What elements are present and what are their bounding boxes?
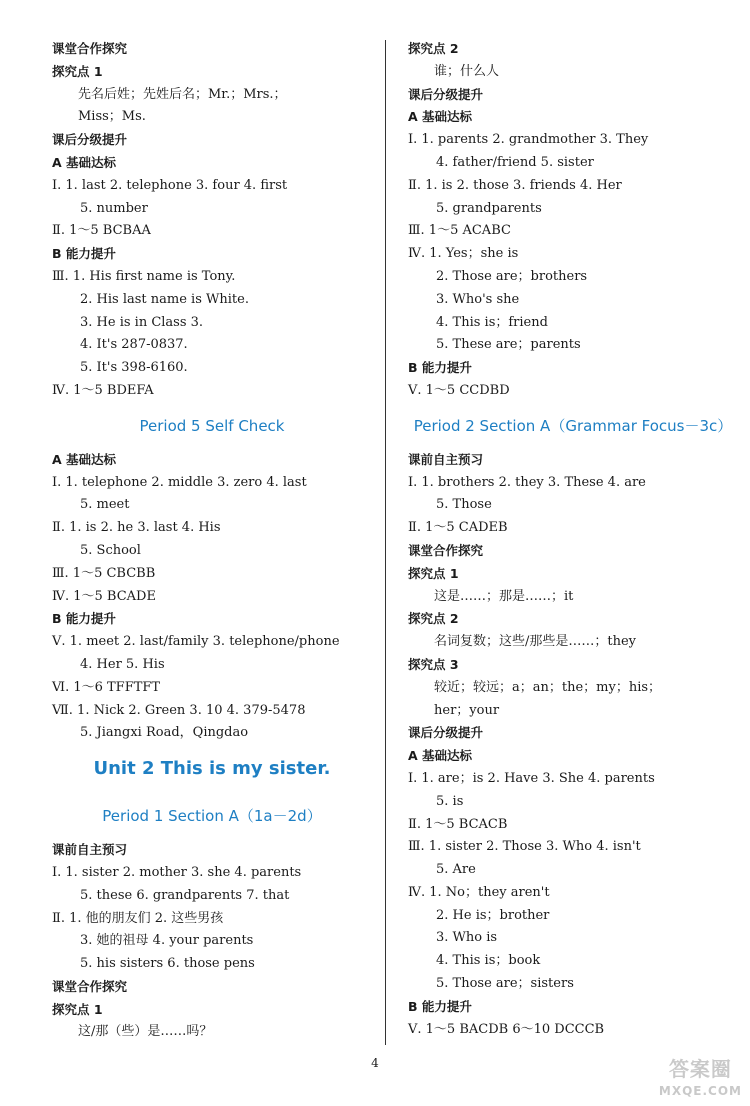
answer-line: Ⅳ. 1～5 BCADE: [52, 588, 156, 604]
answer-line: 2. Those are；brothers: [436, 268, 588, 284]
subsection-heading: 探究点 1: [52, 63, 103, 79]
period-heading: Period 2 Section A（Grammar Focus－3c）: [413, 416, 733, 435]
answer-line: Ⅴ. 1～5 BACDB 6～10 DCCCB: [408, 1021, 605, 1037]
subsection-heading: 探究点 3: [408, 656, 459, 672]
subsection-heading: B 能力提升: [408, 998, 472, 1014]
subsection-heading: A 基础达标: [408, 109, 473, 125]
answer-line: Ⅱ. 1～5 BCBAA: [52, 223, 151, 239]
answer-line: 5. his sisters 6. those pens: [80, 956, 255, 972]
subsection-heading: B 能力提升: [408, 360, 472, 376]
answer-line: Ⅲ. 1～5 CBCBB: [52, 565, 156, 581]
answer-line: 3. Who's she: [436, 291, 520, 307]
watermark-url: MXQE.COM: [658, 1084, 742, 1098]
answer-line: Ⅱ. 1～5 CADEB: [408, 520, 508, 536]
answer-line: 3. He is in Class 3.: [80, 314, 204, 330]
section-heading: 课前自主预习: [52, 842, 128, 858]
answer-line: 4. It's 287-0837.: [80, 337, 188, 353]
subsection-heading: 探究点 2: [408, 611, 459, 627]
answer-line: Ⅴ. 1. meet 2. last/family 3. telephone/phone: [52, 634, 340, 650]
answer-line: 3. Who is: [436, 930, 498, 946]
answer-line: Ⅳ. 1. Yes；she is: [408, 246, 519, 262]
watermark-text: 答案圈: [668, 1057, 732, 1081]
section-heading: 课堂合作探究: [52, 41, 128, 56]
page-number: 4: [371, 1056, 379, 1070]
subsection-heading: 探究点 1: [52, 1001, 103, 1017]
section-heading: 课后分级提升: [408, 725, 484, 741]
answer-line: 5. It's 398-6160.: [80, 360, 188, 376]
answer-line: Ⅳ. 1. No；they aren't: [408, 884, 550, 900]
answer-line: 这/那（些）是……吗？: [78, 1024, 213, 1040]
answer-line: 4. Her 5. His: [80, 656, 165, 672]
answer-line: 先名后姓；先姓后名；Mr.；Mrs.；: [78, 86, 287, 102]
answer-line: 4. This is；book: [436, 953, 541, 969]
answer-line: 5. Are: [436, 862, 476, 878]
answer-line: 4. This is；friend: [436, 314, 548, 330]
answer-line: Miss；Ms.: [78, 109, 146, 125]
subsection-heading: A 基础达标: [52, 154, 117, 170]
subsection-heading: B 能力提升: [52, 246, 116, 262]
section-heading: 课后分级提升: [52, 132, 128, 148]
watermark-logo: [659, 1058, 742, 1102]
answer-line: 2. His last name is White.: [80, 291, 249, 307]
left-column: [52, 38, 372, 1044]
answer-line: 5. these 6. grandparents 7. that: [80, 887, 290, 903]
answer-line: Ⅰ. 1. are；is 2. Have 3. She 4. parents: [408, 770, 655, 786]
right-column: [408, 38, 738, 1041]
answer-line: Ⅰ. 1. last 2. telephone 3. four 4. first: [52, 177, 288, 193]
column-divider: [385, 40, 386, 1045]
answer-line: 较近；较远；a；an；the；my；his；: [434, 679, 662, 695]
answer-line: 5. School: [80, 542, 141, 558]
section-heading: 课前自主预习: [408, 451, 484, 467]
answer-line: 谁；什么人: [434, 63, 500, 79]
answer-line: 5. is: [436, 793, 464, 809]
answer-line: Ⅲ. 1～5 ACABC: [408, 223, 511, 239]
subsection-heading: 探究点 2: [408, 41, 459, 56]
answer-line: 这是……；那是……；it: [434, 588, 574, 604]
answer-line: 3. 她的祖母 4. your parents: [80, 933, 254, 949]
answer-line: Ⅴ. 1～5 CCDBD: [408, 382, 510, 398]
answer-line: Ⅱ. 1. 他的朋友们 2. 这些男孩: [52, 910, 224, 926]
answer-line: Ⅲ. 1. sister 2. Those 3. Who 4. isn't: [408, 839, 641, 855]
answer-line: Ⅱ. 1～5 BCACB: [408, 816, 508, 832]
answer-line: Ⅰ. 1. telephone 2. middle 3. zero 4. last: [52, 474, 307, 490]
answer-line: Ⅶ. 1. Nick 2. Green 3. 10 4. 379-5478: [52, 702, 306, 718]
answer-line: 5. Jiangxi Road，Qingdao: [80, 725, 249, 741]
answer-line: Ⅰ. 1. parents 2. grandmother 3. They: [408, 132, 649, 148]
subsection-heading: B 能力提升: [52, 611, 116, 627]
answer-line: Ⅱ. 1. is 2. he 3. last 4. His: [52, 520, 221, 536]
subsection-heading: A 基础达标: [52, 451, 117, 467]
answer-line: 5. number: [80, 200, 148, 216]
answer-line: her；your: [434, 702, 500, 718]
answer-line: Ⅱ. 1. is 2. those 3. friends 4. Her: [408, 177, 622, 193]
answer-line: 5. grandparents: [436, 200, 542, 216]
section-heading: 课堂合作探究: [52, 978, 128, 994]
answer-line: Ⅰ. 1. sister 2. mother 3. she 4. parents: [52, 864, 302, 880]
answer-line: Ⅲ. 1. His first name is Tony.: [52, 268, 236, 284]
section-heading: 课后分级提升: [408, 86, 484, 102]
answer-line: 4. father/friend 5. sister: [436, 154, 594, 170]
answer-line: 名词复数；这些/那些是……；they: [434, 634, 637, 650]
answer-line: 5. Those: [436, 497, 492, 513]
subsection-heading: A 基础达标: [408, 748, 473, 764]
period-heading: Period 1 Section A（1a－2d）: [102, 807, 322, 826]
answer-line: 5. Those are；sisters: [436, 976, 574, 992]
answer-line: Ⅳ. 1～5 BDEFA: [52, 382, 154, 398]
answer-line: Ⅰ. 1. brothers 2. they 3. These 4. are: [408, 474, 646, 490]
answer-line: 5. These are；parents: [436, 337, 581, 353]
period-heading: Period 5 Self Check: [139, 416, 285, 435]
answer-line: Ⅵ. 1～6 TFFTFT: [52, 679, 161, 695]
unit-heading: Unit 2 This is my sister.: [93, 758, 331, 780]
section-heading: 课堂合作探究: [408, 542, 484, 558]
subsection-heading: 探究点 1: [408, 565, 459, 581]
answer-line: 5. meet: [80, 497, 130, 513]
answer-line: 2. He is；brother: [436, 907, 550, 923]
